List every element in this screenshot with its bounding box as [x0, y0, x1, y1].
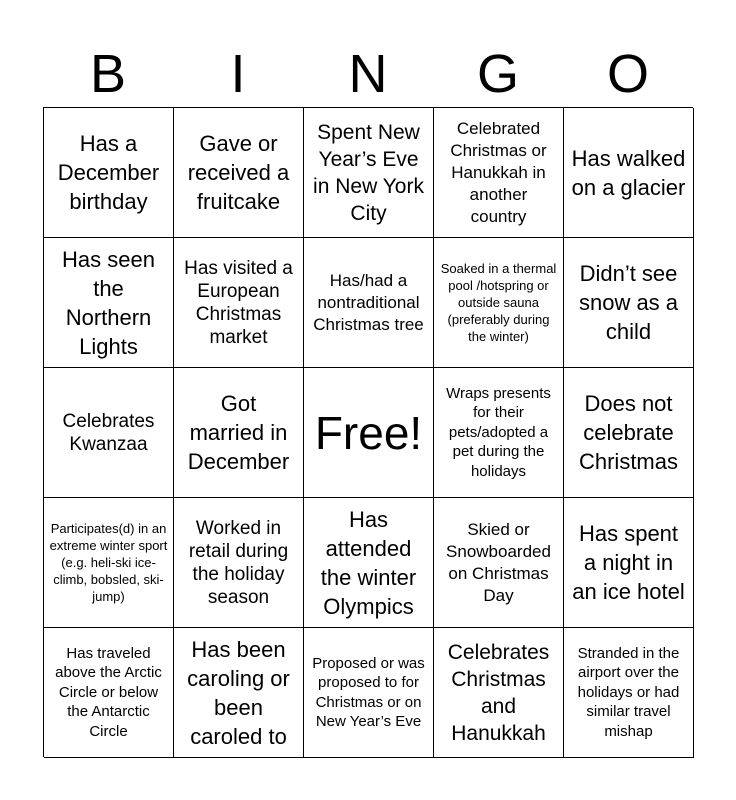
bingo-cell-r2c1[interactable] — [44, 238, 174, 368]
bingo-cell-text: Got married in December — [187, 391, 290, 474]
bingo-cell-r3c2[interactable] — [174, 368, 304, 498]
bingo-cell-text: Participates(d) in an extreme winter sport (e.g. heli-ski ice-climb, bobsled, ski-jump) — [49, 521, 168, 604]
bingo-cell-text: Celebrates Christmas and Hanukkah — [447, 640, 550, 745]
bingo-cell-text: Has/had a nontraditional Christmas tree — [313, 270, 424, 334]
bingo-cell-text: Has a December birthday — [57, 131, 160, 214]
bingo-cell-text: Skied or Snowboarded on Christmas Day — [446, 519, 551, 605]
bingo-cell-text: Has attended the winter Olympics — [320, 506, 417, 619]
bingo-cell-text: Has traveled above the Arctic Circle or below the Antarctic Circle — [55, 644, 162, 740]
free-space-label: Free! — [314, 406, 423, 459]
bingo-cell-text: Has spent a night in an ice hotel — [572, 521, 685, 604]
header-letter-o: O — [606, 44, 649, 104]
bingo-cell-r5c1[interactable] — [44, 628, 174, 758]
bingo-cell-r1c3[interactable] — [304, 108, 434, 238]
bingo-cell-r4c2[interactable] — [174, 498, 304, 628]
bingo-cell-text: Has visited a European Christmas market — [184, 257, 293, 348]
bingo-card — [43, 107, 693, 757]
bingo-cell-text: Soaked in a thermal pool /hotspring or outside sauna (preferably during the winter) — [440, 261, 557, 344]
bingo-cell-r4c3[interactable] — [304, 498, 434, 628]
bingo-cell-text: Celebrates Kwanzaa — [62, 410, 155, 455]
bingo-cell-r2c3[interactable] — [304, 238, 434, 368]
bingo-cell-text: Proposed or was proposed to for Christmas or on New Year’s Eve — [312, 654, 425, 730]
bingo-cell-r5c3[interactable] — [304, 628, 434, 758]
header-letter-g: G — [476, 44, 519, 104]
bingo-cell-r4c4[interactable] — [434, 498, 564, 628]
bingo-cell-r4c5[interactable] — [564, 498, 694, 628]
header-letter-n: N — [348, 44, 388, 104]
bingo-cell-r4c1[interactable] — [44, 498, 174, 628]
bingo-cell-text: Has walked on a glacier — [571, 145, 686, 200]
bingo-cell-text: Stranded in the airport over the holidays or had similar travel mishap — [577, 644, 680, 740]
header-letter-b: B — [89, 44, 127, 104]
bingo-cell-r2c4[interactable] — [434, 238, 564, 368]
bingo-cell-text: Has been caroling or been caroled to — [187, 636, 290, 749]
bingo-cell-text: Gave or received a fruitcake — [187, 131, 290, 214]
bingo-cell-r1c2[interactable] — [174, 108, 304, 238]
bingo-header — [43, 42, 693, 106]
bingo-cell-text: Celebrated Christmas or Hanukkah in another country — [450, 118, 547, 226]
bingo-cell-r1c5[interactable] — [564, 108, 694, 238]
bingo-cell-text: Didn’t see snow as a child — [578, 261, 679, 344]
bingo-cell-r5c2[interactable] — [174, 628, 304, 758]
bingo-cell-text: Worked in retail during the holiday season — [188, 517, 289, 608]
bingo-cell-r2c5[interactable] — [564, 238, 694, 368]
bingo-cell-text: Spent New Year’s Eve in New York City — [313, 120, 424, 225]
bingo-cell-text: Does not celebrate Christmas — [578, 391, 678, 474]
bingo-cell-r1c4[interactable] — [434, 108, 564, 238]
bingo-cell-r5c4[interactable] — [434, 628, 564, 758]
bingo-cell-text: Wraps presents for their pets/adopted a pet during the holidays — [446, 384, 551, 480]
bingo-cell-r3c5[interactable] — [564, 368, 694, 498]
bingo-cell-free[interactable] — [304, 368, 434, 498]
bingo-cell-r3c1[interactable] — [44, 368, 174, 498]
bingo-cell-r5c5[interactable] — [564, 628, 694, 758]
bingo-cell-r3c4[interactable] — [434, 368, 564, 498]
bingo-cell-r2c2[interactable] — [174, 238, 304, 368]
bingo-cell-r1c1[interactable] — [44, 108, 174, 238]
header-letter-i: I — [230, 44, 246, 104]
bingo-cell-text: Has seen the Northern Lights — [62, 246, 155, 359]
